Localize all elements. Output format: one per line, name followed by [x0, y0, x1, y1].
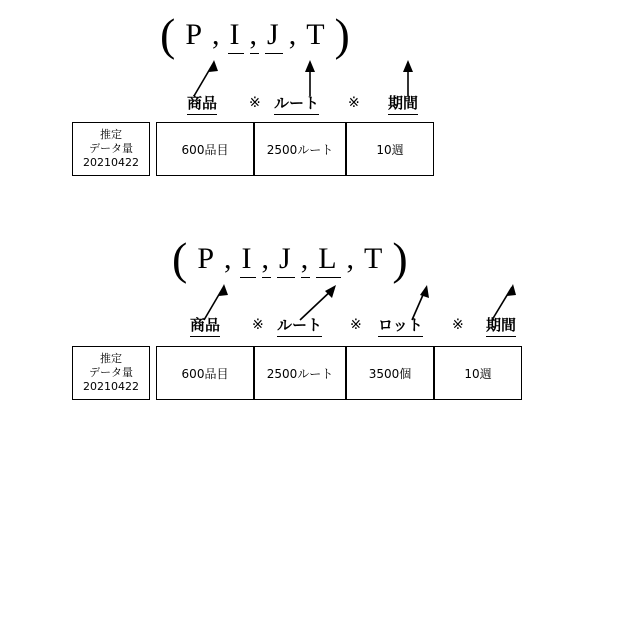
comma: , — [301, 242, 311, 278]
table-a-header — [72, 122, 150, 176]
label-b-period: 期間 — [486, 314, 516, 337]
header-line2: データ量 — [89, 142, 133, 156]
paren-close: ) — [334, 9, 352, 60]
comma: , — [346, 242, 357, 275]
token-i: I — [228, 18, 244, 54]
label-a-period: 期間 — [388, 92, 418, 115]
table-a-cell-product: 600品目 — [156, 122, 254, 176]
token-l: L — [316, 242, 340, 278]
paren-open: ( — [172, 233, 190, 284]
comma: , — [224, 242, 234, 275]
token-p: P — [197, 242, 217, 275]
paren-close: ) — [392, 233, 410, 284]
multiply-symbol: ※ — [350, 317, 362, 333]
paren-open: ( — [160, 9, 178, 60]
table-a-cell-route: 2500ルート — [254, 122, 346, 176]
table-b-cell-product: 600品目 — [156, 346, 254, 400]
table-b-cell-route: 2500ルート — [254, 346, 346, 400]
token-j: J — [277, 242, 295, 278]
header-line1: 推定 — [100, 128, 122, 142]
table-a-cell-period: 10週 — [346, 122, 434, 176]
header-line2: データ量 — [89, 366, 133, 380]
header-line3: 20210422 — [83, 379, 139, 393]
label-b-lot: ロット — [378, 314, 423, 337]
label-a-route: ルート — [274, 92, 319, 115]
formula-a — [160, 9, 352, 60]
table-b — [72, 346, 522, 400]
table-a — [72, 122, 434, 176]
token-p: P — [185, 18, 205, 51]
comma: , — [262, 242, 272, 278]
table-b-cell-lot: 3500個 — [346, 346, 434, 400]
token-t: T — [306, 18, 327, 51]
multiply-symbol: ※ — [252, 317, 264, 333]
header-line3: 20210422 — [83, 155, 139, 169]
comma: , — [212, 18, 222, 51]
token-t: T — [364, 242, 385, 275]
formula-b — [172, 233, 410, 284]
multiply-symbol: ※ — [249, 95, 261, 111]
label-a-product: 商品 — [187, 92, 217, 115]
comma: , — [250, 18, 260, 54]
multiply-symbol: ※ — [452, 317, 464, 333]
header-line1: 推定 — [100, 352, 122, 366]
token-i: I — [240, 242, 256, 278]
table-b-header — [72, 346, 150, 400]
label-b-product: 商品 — [190, 314, 220, 337]
label-b-route: ルート — [277, 314, 322, 337]
token-j: J — [265, 18, 283, 54]
multiply-symbol: ※ — [348, 95, 360, 111]
comma: , — [288, 18, 299, 51]
table-b-cell-period: 10週 — [434, 346, 522, 400]
